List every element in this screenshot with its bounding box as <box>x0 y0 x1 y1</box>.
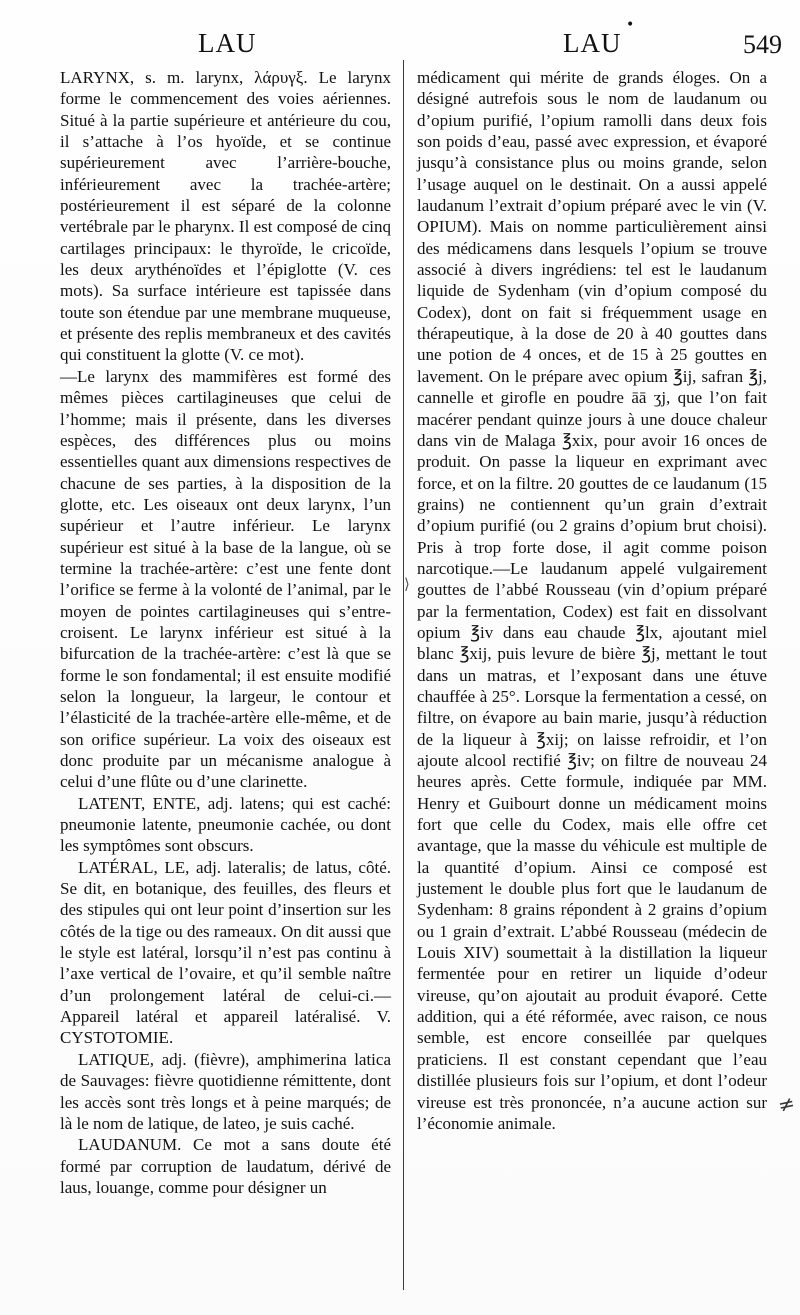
entry-laudanum: LAUDANUM. Ce mot a sans doute été formé par corruption de laudatum, dérivé de laus, louange, comme pour désigner un <box>60 1135 391 1197</box>
left-running-head: LAU <box>198 28 257 58</box>
entry-larynx: LARYNX, s. m. larynx, λάρυγξ. Le larynx forme le commencement des voies aériennes. Situé à la partie supérieure et antérieure du cou, il s’attache à l’os hyoïde, et se continue supérieurement avec l’arrière-bouche, inférieurement avec la trachée-artère; postérieurement il est séparé de la colonne vertébrale par le pharynx. Il est composé de cinq cartilages principaux: le thyroïde, le cricoïde, les deux arythénoïdes et l’épiglotte (V. ces mots). Sa surface intérieure est tapissée dans toute son étendue par une membrane muqueuse, et présente des replis membraneux et des cavités qui constituent la glotte (V. ce mot). <box>60 68 391 365</box>
header-mark: • <box>626 17 635 33</box>
right-running-head: LAU <box>563 28 622 58</box>
page-number: 549 <box>743 30 782 59</box>
page-header <box>0 28 800 68</box>
entry-lateral: LATÉRAL, LE, adj. lateralis; de latus, côté. Se dit, en botanique, des feuilles, des fleurs et des stipules qui ont leur point d’insertion sur les côtés de la tige ou des rameaux. On dit aussi que le style est latéral, lorsqu’il n’est pas continu à l’axe vertical de l’ovaire, et qu’il semble naître d’un prolongement latéral de celui-ci.— Appareil latéral et appareil latéralisé. V. CYSTOTOMIE. <box>60 857 391 1048</box>
center-margin-mark: ⟩ <box>404 575 410 593</box>
entry-latique: LATIQUE, adj. (fièvre), amphimerina latica de Sauvages: fièvre quotidienne rémittente, dont les accès sont très longs et à peine marqués; de là le nom de latique, de lateo, je suis caché. <box>60 1049 391 1133</box>
laudanum-continuation: médicament qui mérite de grands éloges. On a désigné autrefois sous le nom de laudanum ou d’opium purifié, l’opium ramolli dans deux fois son poids d’eau, passé avec expression, et évaporé jusqu’à consistance plus ou moins grande, selon l’usage auquel on le destinait. On a aussi appelé laudanum l’extrait d’opium préparé avec le vin (V. OPIUM). Mais on nomme particulièrement ainsi des médicamens dans lesquels l’opium se trouve associé à divers ingrédiens: tel est le laudanum liquide de Sydenham (vin d’opium composé du Codex), dont on fait si fréquemment usage en thérapeutique, à la dose de 20 à 40 gouttes dans une potion de 4 onces, et de 15 à 25 gouttes en lavement. On le prépare avec opium ℥ij, safran ℥j, cannelle et girofle en poudre āā ʒj, que l’on fait macérer pendant quinze jours à une douce chaleur dans vin de Malaga ℥xix, pour avoir 16 onces de produit. On passe la liqueur en exprimant avec force, et on la filtre. 20 gouttes de ce laudanum (15 grains) ne contiennent qu’un grain d’extrait d’opium purifié (ou 2 grains d’opium brut choisi). Pris à trop forte dose, il agit comme poison narcotique.—Le laudanum appelé vulgairement gouttes de l’abbé Rousseau (vin d’opium préparé par la fermentation, Codex) est fait en dissolvant opium ℥iv dans eau chaude ℥lx, ajoutant miel blanc ℥xij, puis levure de bière ℥j, mettant le tout dans un matras, et l’exposant dans une étuve chauffée à 25°. Lorsque la fermentation a cessé, on filtre, on évapore au bain marie, jusqu’à réduction de la liqueur à ℥xij; on laisse refroidir, et l’on ajoute alcool rectifié ℥iv; on filtre de nouveau 24 heures après. Cette formule, indiquée par MM. Henry et Guibourt donne un médicament moins fort que celle du Codex, mais elle offre cet avantage, que la masse du véhicule est multiple de la quantité d’opium. Ainsi ce composé est justement le double plus fort que le laudanum de Sydenham: 8 grains répondent à 2 grains d’opium ou 1 grain d’extrait. L’abbé Rousseau (médecin de Louis XIV) soumettait à la distillation la liqueur fermentée pour en retirer un liquide d’odeur vireuse, qu’on ajoutait au produit évaporé. Cette addition, qui a été réformée, avec raison, ce nous semble, est encore conseillée par quelques praticiens. Il est constant cependant que l’eau distillée plusieurs fois sur l’opium, et dont l’odeur vireuse est très prononcée, n’a aucune action sur l’économie animale. <box>417 68 767 1133</box>
larynx-continuation: —Le larynx des mammifères est formé des mêmes pièces cartilagineuses que celui de l’homme; mais il présente, dans les diverses espèces, des différences plus ou moins essentielles quant aux dimensions respectives de chacune de ses parties, à la disposition de la glotte, etc. Les oiseaux ont deux larynx, l’un supérieur et l’autre inférieur. Le larynx supérieur est situé à la base de la langue, où se termine la trachée-artère: c’est une fente dont l’orifice se ferme à la volonté de l’animal, par le moyen de pointes cartilagineuses qui s’entre-croisent. Le larynx inférieur est situé à la bifurcation de la trachée-artère: c’est là que se forme le son fondamental; il est ensuite modifié selon la longueur, la largeur, le contour et l’élasticité de la trachée-artère elle-même, et de son orifice supérieur. La voix des oiseaux est donc produite par un mécanisme analogue à celui d’une flûte ou d’une clarinette. <box>60 366 391 792</box>
entry-latent: LATENT, ENTE, adj. latens; qui est caché: pneumonie latente, pneumonie cachée, ou dont les symptômes sont obscurs. <box>60 793 391 856</box>
right-margin-mark: ≠ <box>775 1090 798 1118</box>
left-column <box>60 67 391 1198</box>
right-column <box>417 67 767 1134</box>
column-divider <box>403 60 404 1290</box>
